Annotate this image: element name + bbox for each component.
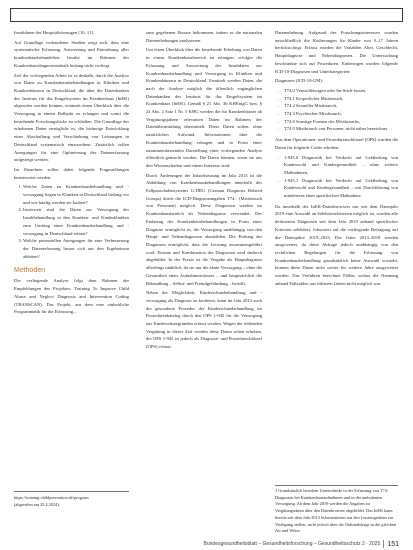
question-item: 1. Welche Daten zu Krankenhausbehandlung und -versorgung liegen in Kliniken in Deutschland bislang vor und wie häufig werden sie kodiert?: [23, 183, 129, 206]
column-2: [146, 29, 262, 353]
icd-code-item: – T74.1 Körperlicher Missbrauch,: [284, 95, 398, 103]
paragraph: Die vorliegende Analyse folgt dem Rahmen der Empfehlungen des Projektes, Training To Improve Child Abuse and Neglect Diagnosis and Intervention Coding (TRANSCAN). Das Projekt, aus dem eine einheitliche Programmatik für die Erfassung...: [14, 278, 129, 315]
page-number: 151: [387, 540, 399, 548]
column-1: [14, 29, 129, 318]
header-frame: [10, 8, 403, 22]
paragraph: Auf Grundlage vorhandener Studien zeigt sich, dass eine systematische Erfassung, Auswertung und Einordnung aller krankenhausbehandelten Insulte im Rahmen der Krankenhausdiagnosestatistik bislang nicht vorliegt.: [14, 39, 129, 68]
icd-code-item: – T74.8 Sonstige Formen des Missbrauchs,: [284, 118, 398, 126]
journal-name: Bundesgesundheitsblatt – Gesundheitsforschung – Gesundheitsschutz 2 · 2025: [203, 541, 381, 547]
icd-code-item: – T74.0 Vernachlässigen oder Im-Stich-lassen,: [284, 87, 398, 95]
icd-code-item: – T74.3 Psychischer Missbrauch,: [284, 110, 398, 118]
question-item: 2. Inwieweit sind die Daten zur Versorgung der Insultbehandlung in den Kranken- und Kinderkliniken zum Umfang einer Krankenhausbehandlung und -versorgung in Deutschland erfasst?: [23, 206, 129, 237]
paragraph: Neben der Möglichkeit, Kinderschutzbehandlung und -versorgung als Diagnose zu kodieren, kann im Jahr 2013 auch die gesonderte Prozedur der Kinderschutzbehandlung im Prozedurenkatalog durch den OPS 1-945 für die Versorgung aus Kinderschutzgründen erfasst werden. Wegen der fehlenden Vergütung in dieser Zeit werden diese Daten selten erhoben, die OPS 1-945 ist jedoch als Diagnose- und Prozedurschlüssel (OPS) erfasst.: [146, 290, 262, 350]
footnote-accessed: (abgerufen am 25.2.2024).: [14, 502, 60, 507]
paragraph: Ziel der vorliegenden Arbeit ist es deshalb, durch die Analyse von Daten zu Krankenhausbehandlungen in Kliniken und Krankenhäusern in Deutschland, die über die Datenbanken des Instituts für das Entgeltsystem im Krankenhaus (InEK) abgerufen werden können, erstmals einen Überblick über die Versorgung in einem Halbjahr zu erlangen und somit die bestehende Forschungslücke zu schließen. Die Grundlage der erhobenen Daten ermöglicht es, die bisherige Entwicklung einer Abschaffung und Verschiebung von Leistungen in Deutschland systematisch einzuordnen. Zusätzlich sollen Anregungen für eine Optimierung der Datenerfassung aufgezeigt werden.: [14, 72, 129, 163]
intro-text: Insultdaten der Hospitalisierungen [10, 11].: [14, 30, 94, 35]
page-footer: [204, 540, 399, 548]
paragraph: Aus dem Operationen- und Prozedurenschlüssel (OPS) wurden die Daten für folgende Codes erhoben:: [275, 137, 398, 150]
code-list-intro: Diagnosen (ICD-10-GM):: [275, 78, 324, 84]
ops-code-item: – 1-945.1 Diagnostik bei Verdacht auf Gefährdung von Kindeswohl und Kindergesundheit – mit Durchführung von mindestens einer spezifischen Maßnahme.: [284, 177, 398, 200]
ops-code-list: [275, 154, 398, 200]
paragraph: Im Einzelnen sollen dabei folgende Fragestellungen beantwortet werden:: [14, 166, 129, 180]
icd-code-item: – T74.2 Sexueller Missbrauch,: [284, 102, 398, 110]
column-3: [275, 29, 398, 290]
paragraph: Um einen Überblick über die bestehende Erhebung von Daten in einem Krankenhausbereich zu erlangen, erfolgte die Erfassung und Auswertung der Insultdaten zur Krankenhausbehandlung und Versorgung in Kliniken und Krankenhäusern in Deutschland. Ermittelt werden Daten, die nach der Analyse möglich die öffentlich zugänglichen Datenbanken des Instituts für das Entgeltsystem im Krankenhaus (InEK). Gemäß § 21 Abs. 3b KHEntgG bzw. § 24 Abs. 2 Satz 1 Nr. 5 KHG werden die für Krankenhäuser ab Vergütungsjahren relevanten Daten im Rahmen der Datenübermittlung übermittelt. Diese Daten sollen, ohne zusätzlichen Aufwand, Informationen über die Krankenhausbehandlung erlangen und in Form einer zusammenfassenden Darstellung einer vorliegenden Analyse öffentlich gemacht werden. Die Daten können, wenn sie aus den Wissenschaften und einem Interesse sind.: [146, 47, 262, 168]
question-list: [14, 183, 129, 260]
paragraph: Datenerhebung. Aufgrund des Forschungsinteresses wurden ausschließlich die Kodierungen für Kinder von 0–17 Jahren berücksichtigt. Erfasst wurden die Variablen Alter, Geschlecht, Hauptdiagnose und Nebendiagnosen. Die Untersuchung beschränkte sich auf Prozeduren. Einbezogen wurden folgende ICD-10-Diagnosen und Unterkategorien:: [275, 30, 398, 74]
section-heading-methods: Methoden: [14, 267, 46, 275]
question-item: 3. Welche potenziellen Anregungen für eine Verbesserung der Datenerfassung lassen sich aus den Ergebnissen ableiten?: [23, 237, 129, 260]
ops-code-item: – 1-945.0 Diagnostik bei Verdacht auf Gefährdung von Kindeswohl und Kindergesundheit – ohne weitere Maßnahmen,: [284, 154, 398, 177]
paragraph: Da innerhalb des InEK-Datenbrowsers nur seit dem Datenjahr 2019 eine Auswahl an Selektionskriterien möglich ist, wurden alle definierten Diagnosen seit dem Jahr 2019 anhand spezifischer Kriterien selektiert, fokussiert auf die vorliegende Befragung auf die Datenjahre 2019–2023. Die Jahre 2013–2018 werden ausgewertet, da diese Abfrage jedoch unabhängig von den rechtlichen Regelungen für die Erfassung von Krankenhausbehandlung grundsätzlich keine Auswahl vorsieht, können diese Daten nicht weiter für weitere Jahre ausgewertet werden. Das Verfahren berechnet Fällen, sodass die Nennung anhand Fallzahlen aus früheren Jahren nicht möglich war.: [275, 203, 398, 286]
footnote-text: 1 Grundsätzlich bestehen Unterschiede in der Erfassung von T74-Diagnosen bei Krankenhausaufnahmen und in der ambulanten Versorgung. Ab dem Jahr 2019 werden die Angaben zu Vergütungsdaten über den Datenbrowser abgebildet. Das InEK kann bereits seit dem Jahr 2013 Informationen aus den Leistungsdaten zur Verfügung stellen, nicht jedoch über die Onlineabfrage in der gleichen Art und Weise.: [275, 488, 396, 534]
icd-code-item: – T74.9 Missbrauch von Personen, nicht näher bezeichnet.: [284, 125, 398, 133]
icd-code-list: [275, 87, 398, 133]
paragraph: Durch Änderungen der Inkraftsetzung im Jahr 2013 ist die Abbildung von Krankenhausbehandlungen innerhalb des Fallpauschalensystems G-DRG (German Diagnosis Related Groups) durch die ICD-Diagnoseangaben T74.- (Missbrauch von Personen) möglich. Diese Diagnosen werden im Krankenhausbereich als Nebendiagnose verwendet. Der Einbezug der Krankenhausbehandlungen in Form einer Diagnose ermöglicht es, die Versorgung unabhängig von den Haupt- und Nebendiagnosen abzubilden. Die Prüfung der Diagnosen ermöglicht, dass die Leistung zusammengeführt wird. Einsatz und Kombination der Diagnosen wird dadurch abgebildet. In der Praxis ist die Vergabe als Hauptdiagnose allerdings unüblich, da sie nur die akute Versorgung – ohne die Gesamtheit eines Aufnahmeanlasses – und hauptsächlich die Behandlung – Selbst- und Fremdgefährdung – betrifft.: [146, 172, 262, 286]
footer-divider: [383, 540, 384, 548]
footnote-link[interactable]: https://training-childprevention.de/program: [14, 495, 89, 500]
paragraph: zum gegebenen Einsatz bekommen, indem es die nationalen Datenerhebungen analysieren.: [146, 30, 262, 43]
footnote-2: [275, 485, 398, 535]
footnote-1: [14, 491, 129, 508]
